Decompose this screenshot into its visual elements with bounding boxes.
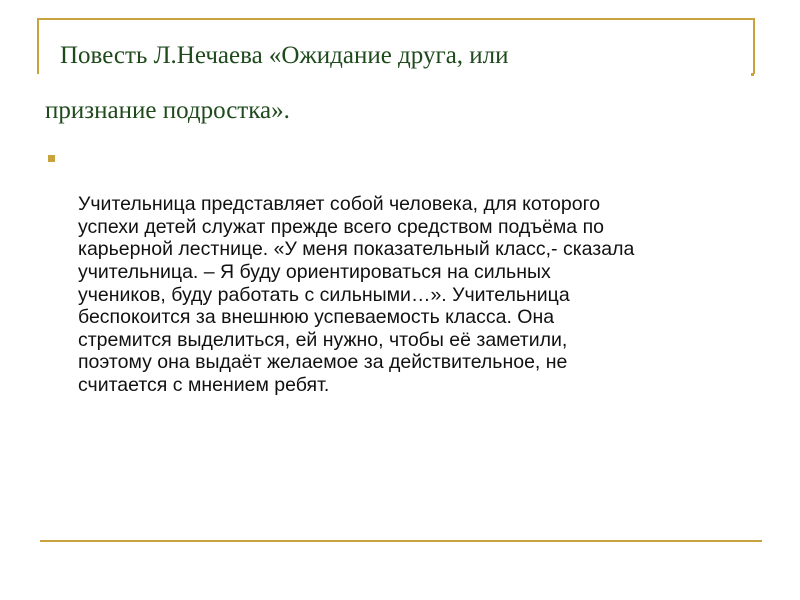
- title-line-2: признание подростка».: [45, 97, 290, 124]
- right-rule: [753, 18, 755, 74]
- bullet-item: [44, 148, 734, 397]
- corner-dot: [751, 73, 754, 76]
- slide-title: [45, 28, 745, 138]
- title-line-1: Повесть Л.Нечаева «Ожидание друга, или: [60, 42, 509, 69]
- bullet-list: [44, 148, 734, 397]
- bottom-rule: [40, 540, 762, 542]
- top-rule: [37, 18, 755, 20]
- square-bullet-icon: [48, 155, 55, 162]
- left-rule: [37, 18, 39, 74]
- bullet-text: Учительница представляет собой человека, для которого успехи детей служат прежде всего средством подъёма по карьерной лестнице. «У меня показательный класс,- сказала учительница. – Я буду ориентироваться на сильных учеников, буду работать с сильными…». Учительница беспокоится за внешнюю успеваемость класса. Она стремится выделиться, ей нужно, чтобы её заметили, поэтому она выдаёт желаемое за действительное, не считается с мнением ребят.: [78, 193, 635, 396]
